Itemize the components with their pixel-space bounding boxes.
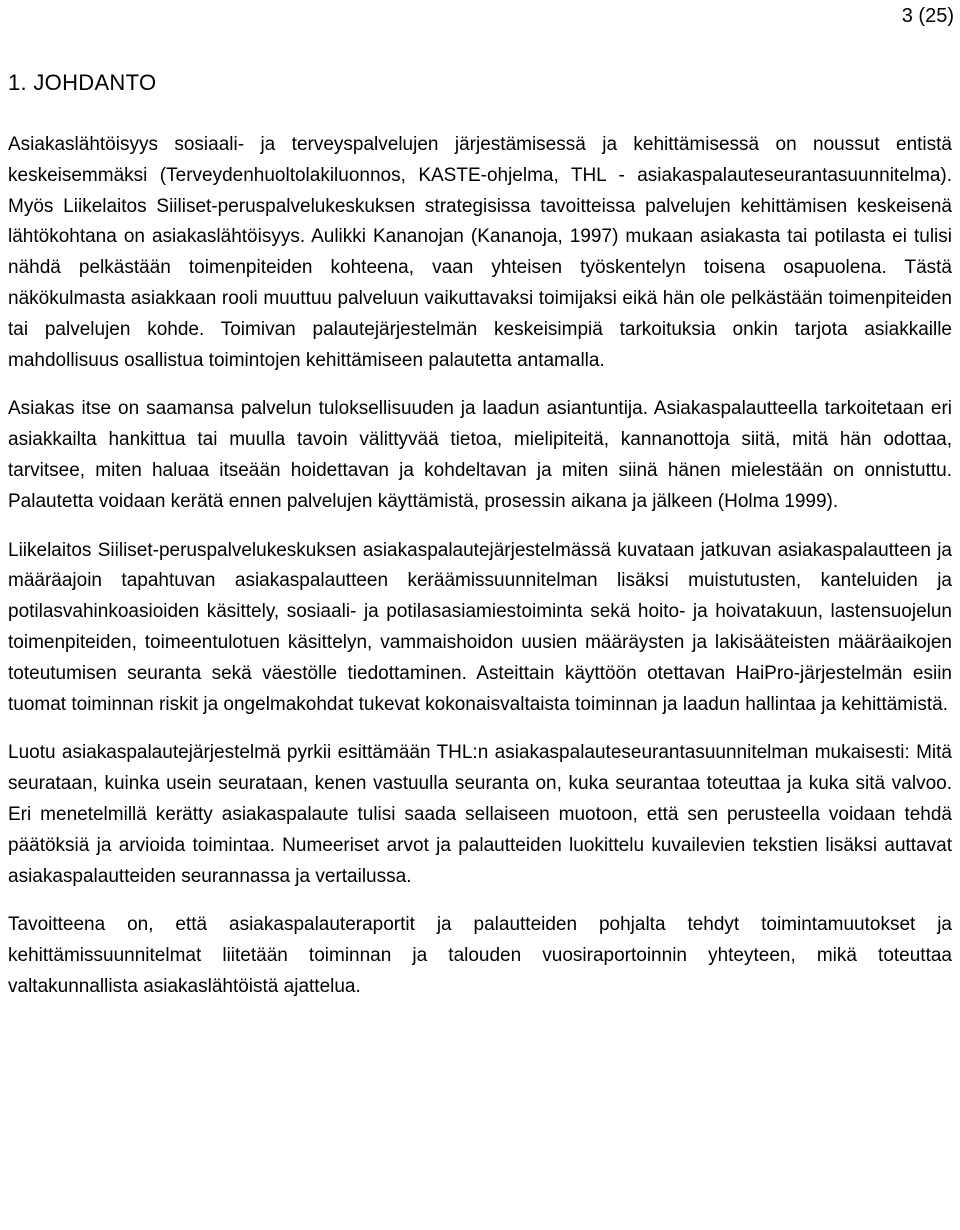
section-heading: 1. JOHDANTO [8, 70, 157, 95]
document-body [8, 130, 952, 1021]
paragraph-4: Luotu asiakaspalautejärjestelmä pyrkii esittämään THL:n asiakaspalauteseurantasuunnitelman mukaisesti: Mitä seurataan, kuinka usein seurataan, kenen vastuulla seuranta on, kuka seurantaa toteuttaa ja kuka sitä valvoo. Eri menetelmillä kerätty asiakaspalaute tulisi saada sellaiseen muotoon, että sen perusteella voidaan tehdä päätöksiä ja arvioida toimintaa. Numeeriset arvot ja palautteiden luokittelu kuvailevien tekstien lisäksi auttavat asiakaspalautteiden seurannassa ja vertailussa. [8, 742, 952, 887]
paragraph-2: Asiakas itse on saamansa palvelun tuloksellisuuden ja laadun asiantuntija. Asiakaspalautteella tarkoitetaan eri asiakkailta hankittua tai muulla tavoin välittyvää tietoa, mielipiteitä, kannanottoja siitä, mitä hän odottaa, tarvitsee, miten haluaa itseään hoidettavan ja kohdeltavan ja miten siinä hänen mielestään on onnistuttu. Palautetta voidaan kerätä ennen palvelujen käyttämistä, prosessin aikana ja jälkeen (Holma 1999). [8, 398, 952, 512]
paragraph-5: Tavoitteena on, että asiakaspalauteraportit ja palautteiden pohjalta tehdyt toimintamuutokset ja kehittämissuunnitelmat liitetään toiminnan ja talouden vuosiraportoinnin yhteyteen, mikä toteuttaa valtakunnallista asiakaslähtöistä ajattelua. [8, 914, 952, 997]
page-number: 3 (25) [901, 5, 954, 27]
paragraph-3: Liikelaitos Siiliset-peruspalvelukeskuksen asiakaspalautejärjestelmässä kuvataan jatkuvan asiakaspalautteen ja määräajoin tapahtuvan asiakaspalautteen keräämissuunnitelman lisäksi muistutusten, kanteluiden ja potilasvahinkoasioiden käsittely, sosiaali- ja potilasasiamiestoiminta sekä hoito- ja hoivatakuun, lastensuojelun toimenpiteiden, toimeentulotuen käsittelyn, vammaishoidon uusien määräysten ja lakisääteisten määräaikojen toteutumisen seuranta sekä väestölle tiedottaminen. Asteittain käyttöön otettavan HaiPro-järjestelmän esiin tuomat toiminnan riskit ja ongelmakohdat tukevat kokonaisvaltaista toiminnan ja laadun hallintaa ja kehittämistä. [8, 539, 952, 715]
paragraph-1: Asiakaslähtöisyys sosiaali- ja terveyspalvelujen järjestämisessä ja kehittämisessä on noussut entistä keskeisemmäksi (Terveydenhuoltolakiluonnos, KASTE-ohjelma, THL - asiakaspalauteseurantasuunnitelma). Myös Liikelaitos Siiliset-peruspalvelukeskuksen strategisissa tavoitteissa palvelujen kehittämisen keskeisenä lähtökohtana on asiakaslähtöisyys. Aulikki Kananojan (Kananoja, 1997) mukaan asiakasta tai potilasta ei tulisi nähdä pelkästään toimenpiteiden kohteena, vaan yhteisen työskentelyn toisena osapuolena. Tästä näkökulmasta asiakkaan rooli muuttuu palveluun vaikuttavaksi toimijaksi eikä hän ole pelkästään toimenpiteiden tai palvelujen kohde. Toimivan palautejärjestelmän keskeisimpiä tarkoituksia onkin tarjota asiakkaille mahdollisuus osallistua toimintojen kehittämiseen palautetta antamalla. [8, 134, 952, 371]
